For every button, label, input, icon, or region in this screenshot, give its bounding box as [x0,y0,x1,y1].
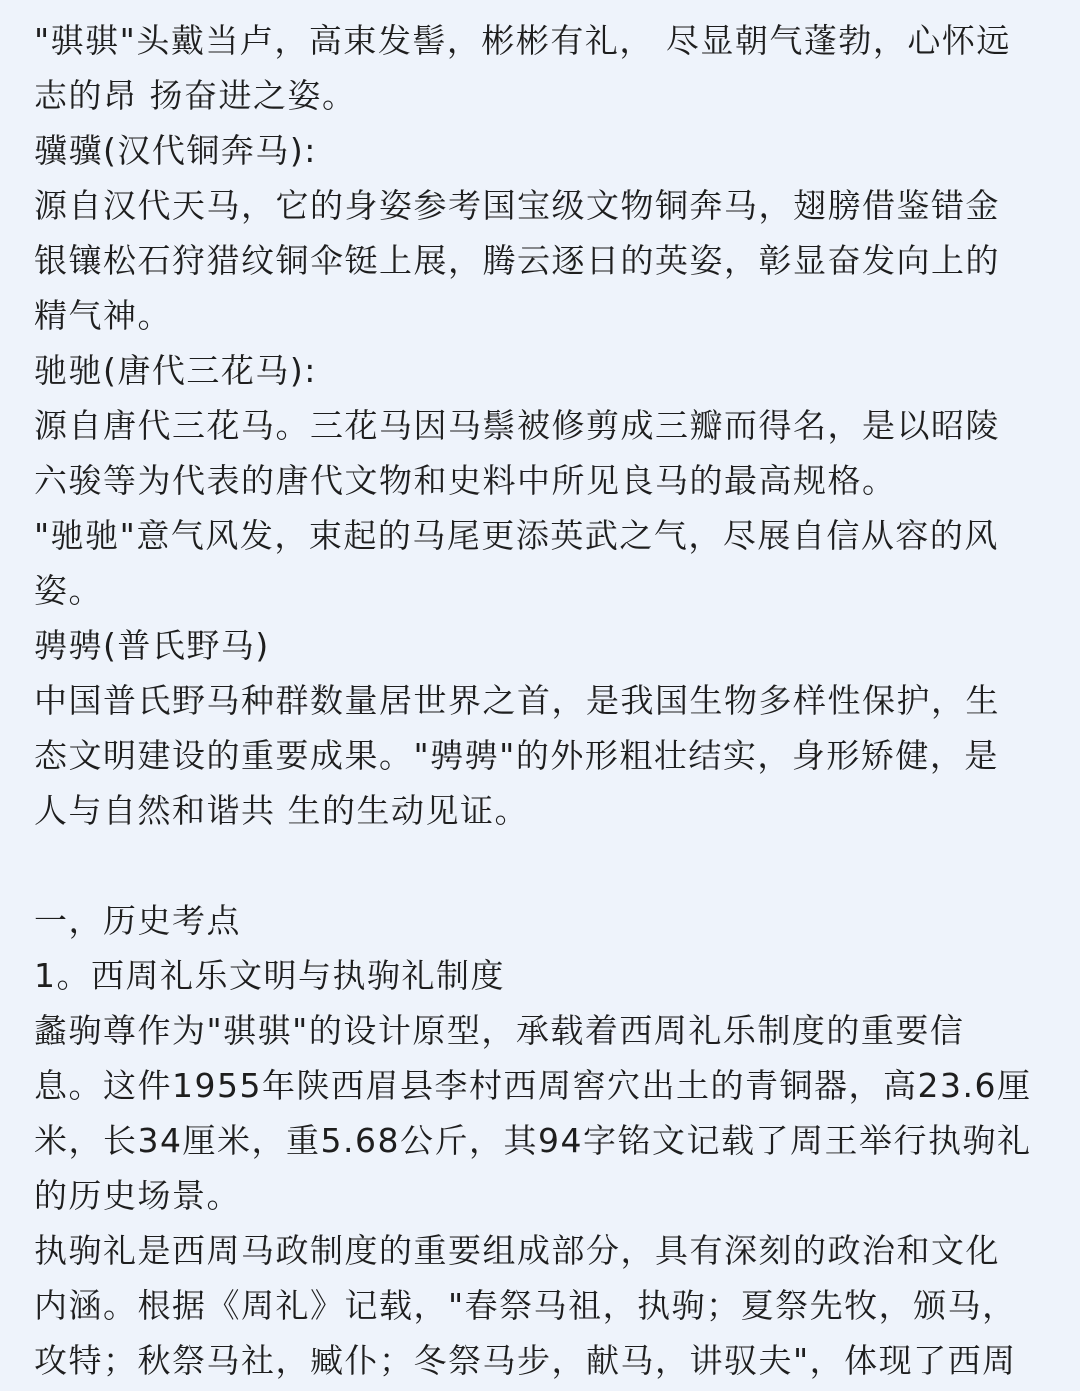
section-heading: 骥骥(汉代铜奔马): [34,131,317,170]
text-line: 的历史场景。 [34,1176,241,1215]
section-heading: 一，历史考点 [34,901,241,940]
subsection-heading: 1。西周礼乐文明与执驹礼制度 [34,956,505,995]
text-line: 志的昂 扬奋进之姿。 [34,76,357,115]
text-line: 米，长34厘米，重5.68公斤，其94字铭文记载了周王举行执驹礼 [34,1121,1032,1160]
text-line: 中国普氏野马种群数量居世界之首，是我国生物多样性保护，生 [34,681,1000,720]
section-heading: 驰驰(唐代三花马): [34,351,317,390]
text-line: 态文明建设的重要成果。"骋骋"的外形粗壮结实，身形矫健，是 [34,736,999,775]
text-line: 姿。 [34,571,103,610]
text-line: 银镶松石狩猎纹铜伞铤上展，腾云逐日的英姿，彰显奋发向上的 [34,241,1000,280]
text-line: 攻特；秋祭马社，臧仆；冬祭马步，献马，讲驭夫"，体现了西周 [34,1341,1017,1380]
text-line: "驰驰"意气风发，束起的马尾更添英武之气，尽展自信从容的风 [34,516,999,555]
text-line: 蠡驹尊作为"骐骐"的设计原型，承载着西周礼乐制度的重要信 [34,1011,965,1050]
text-line: "骐骐"头戴当卢，高束发髻，彬彬有礼， 尽显朝气蓬勃，心怀远 [34,21,1011,60]
text-line: 内涵。根据《周礼》记载，"春祭马祖，执驹；夏祭先牧，颁马， [34,1286,1017,1325]
text-line: 六骏等为代表的唐代文物和史料中所见良马的最高规格。 [34,461,897,500]
text-line: 息。这件1955年陕西眉县李村西周窖穴出土的青铜器，高23.6厘 [34,1066,1032,1105]
text-line: 精气神。 [34,296,172,335]
text-line: 源自汉代天马，它的身姿参考国宝级文物铜奔马，翅膀借鉴错金 [34,186,1000,225]
text-line: 人与自然和谐共 生的生动见证。 [34,791,529,830]
section-heading: 骋骋(普氏野马) [34,626,270,665]
text-line: 源自唐代三花马。三花马因马鬃被修剪成三瓣而得名，是以昭陵 [34,406,1000,445]
text-line: 执驹礼是西周马政制度的重要组成部分，具有深刻的政治和文化 [34,1231,1000,1270]
